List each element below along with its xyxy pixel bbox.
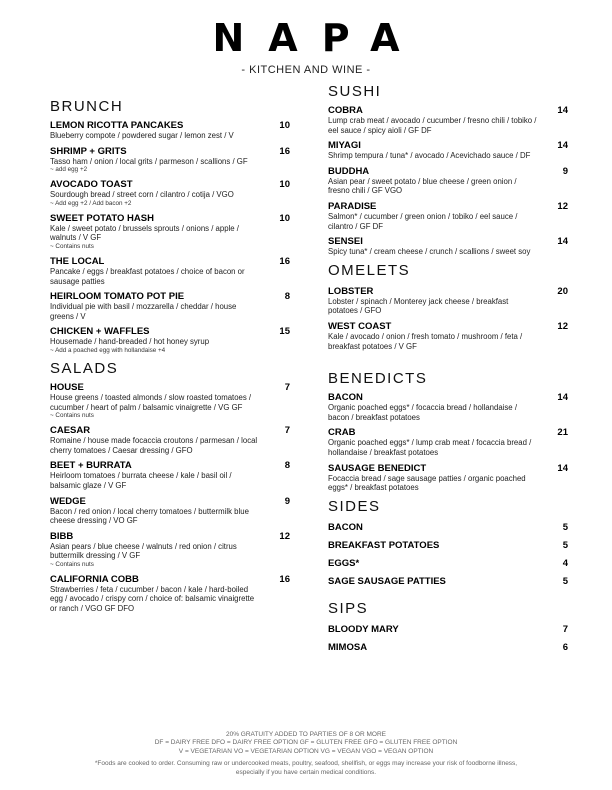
item-description: Housemade / hand-breaded / hot honey syrup: [50, 337, 210, 347]
menu-item-sweet-potato-hash: [50, 213, 290, 251]
menu-item-california-cobb: [50, 574, 290, 614]
menu-item-sausage-benedict: [328, 463, 568, 493]
item-price: 10: [279, 179, 290, 191]
item-description: Organic poached eggs* / lump crab meat / focaccia bread / hollandaise / breakfast potatoes: [328, 438, 532, 457]
item-note: ~ Contains nuts: [50, 560, 94, 568]
section-title-sushi: SUSHI: [328, 83, 382, 100]
menu-item-wedge: [50, 496, 290, 526]
section-title-sides: SIDES: [328, 497, 381, 515]
item-price: 7: [284, 425, 290, 437]
item-price: 21: [557, 427, 568, 439]
item-price: 4: [562, 557, 568, 569]
gratuity-notice: 20% GRATUITY ADDED TO PARTIES OF 8 OR MORE: [225, 731, 386, 738]
item-price: 16: [279, 255, 290, 267]
item-price: 5: [562, 539, 568, 551]
item-description: Sourdough bread / street corn / cilantro / cotija / VGO: [50, 190, 234, 200]
item-name: SHRIMP + GRITS: [50, 145, 127, 157]
item-name: BLOODY MARY: [328, 623, 399, 635]
item-price: 8: [284, 291, 290, 303]
item-price: 14: [557, 462, 568, 474]
item-price: 8: [284, 460, 290, 472]
section-title-salads: SALADS: [50, 359, 119, 377]
item-description: Organic poached eggs* / focaccia bread / hollandaise / bacon / breakfast potatoes: [328, 403, 517, 422]
menu-item-buddha: [328, 166, 568, 196]
item-name: BIBB: [50, 530, 74, 542]
sip-item-mimosa: [328, 642, 568, 653]
section-title-benedicts: BENEDICTS: [328, 370, 428, 388]
food-safety-disclaimer-line-1: *Foods are cooked to order. Consuming raw or undercooked meats, poultry, seafood, shellfish, or eggs may increase your risk of foodborne illness,: [94, 760, 518, 768]
item-price: 12: [279, 530, 290, 542]
item-description: Heirloom tomatoes / burrata cheese / kale / basil oil / balsamic glaze / V GF: [50, 471, 232, 490]
menu-item-crab-benedict: [328, 427, 568, 457]
item-note: ~ Add a poached egg with hollandaise +4: [50, 346, 166, 354]
item-description: Pancake / eggs / breakfast potatoes / choice of bacon or sausage patties: [50, 266, 245, 286]
menu-item-bacon-benedict: [328, 392, 568, 422]
item-name: AVOCADO TOAST: [50, 179, 133, 191]
menu-item-west-coast-omelet: [328, 321, 568, 351]
item-name: SWEET POTATO HASH: [50, 212, 154, 224]
item-description: Blueberry compote / powdered sugar / lemon zest / V: [50, 131, 234, 140]
item-name: HEIRLOOM TOMATO POT PIE: [50, 291, 185, 303]
item-description: Salmon* / cucumber / green onion / tobiko / eel sauce / cilantro / GF DF: [328, 211, 518, 231]
item-price: 5: [562, 521, 568, 533]
item-price: 14: [557, 392, 568, 404]
menu-item-caesar: [50, 425, 290, 455]
menu-item-the-local: [50, 256, 290, 286]
item-price: 7: [284, 381, 290, 393]
item-description: Asian pear / sweet potato / blue cheese / green onion / fresno chili / GF VGO: [328, 176, 517, 196]
item-description: Kale / avocado / onion / fresh tomato / mushroom / feta / breakfast potatoes / V GF: [328, 331, 523, 351]
item-price: 20: [557, 285, 568, 297]
item-description: Focaccia bread / sage sausage patties / organic poached eggs* / breakfast potatoes: [328, 473, 526, 493]
item-name: BEET + BURRATA: [50, 460, 132, 472]
item-name: CAESAR: [50, 425, 91, 437]
item-name: WEST COAST: [328, 320, 392, 332]
dietary-legend-line-2: V = VEGETARIAN VO = VEGETARIAN OPTION VG = VEGAN VGO = VEGAN OPTION: [178, 747, 434, 755]
item-description: Romaine / house made focaccia croutons / parmesan / local cherry tomatoes / Caesar dressing / GFO: [50, 436, 258, 455]
item-name: COBRA: [328, 105, 363, 116]
menu-item-paradise: [328, 201, 568, 231]
item-price: 7: [562, 623, 568, 635]
section-title-brunch: BRUNCH: [50, 98, 124, 115]
item-name: BUDDHA: [328, 165, 370, 177]
item-price: 12: [557, 200, 568, 212]
menu-item-bibb: [50, 531, 290, 569]
item-price: 14: [557, 140, 568, 152]
item-price: 15: [279, 326, 290, 338]
item-description: Bacon / red onion / local cherry tomatoes / buttermilk blue cheese dressing / VO GF: [50, 506, 249, 526]
item-description: Asian pears / blue cheese / walnuts / red onion / citrus buttermilk dressing / V GF: [50, 541, 237, 561]
menu-item-avocado-toast: [50, 179, 290, 208]
restaurant-name: NAPA: [212, 16, 424, 60]
item-name: LEMON RICOTTA PANCAKES: [50, 120, 184, 131]
item-name: MIYAGI: [328, 140, 361, 152]
item-description: Individual pie with basil / mozzarella / cheddar / house greens / V: [50, 302, 237, 321]
sip-item-bloody-mary: [328, 624, 568, 635]
item-name: CHICKEN + WAFFLES: [50, 326, 150, 338]
item-description: Lobster / spinach / Monterey jack cheese / breakfast potatoes / GFO: [328, 296, 509, 316]
item-note: ~ Contains nuts: [50, 412, 94, 420]
item-price: 16: [279, 573, 290, 585]
item-name: BREAKFAST POTATOES: [328, 539, 440, 551]
item-price: 12: [557, 320, 568, 332]
item-name: LOBSTER: [328, 285, 374, 297]
side-item-breakfast-potatoes: [328, 540, 568, 551]
section-title-sips: SIPS: [328, 599, 369, 617]
item-description: House greens / toasted almonds / slow roasted tomatoes / cucumber / heart of palm / balsamic vinaigrette / VG GF: [50, 392, 252, 412]
item-name: PARADISE: [328, 200, 377, 212]
menu-item-shrimp-grits: [50, 146, 290, 175]
item-note: ~ add egg +2: [50, 166, 88, 174]
side-item-eggs: [328, 558, 568, 569]
item-name: BACON: [328, 392, 363, 404]
left-column: [50, 98, 290, 619]
item-note: ~ Add egg +2 / Add bacon +2: [50, 199, 132, 207]
item-name: THE LOCAL: [50, 255, 105, 267]
menu-item-house-salad: [50, 382, 290, 420]
menu-item-sensei: [328, 236, 568, 257]
menu-item-lobster-omelet: [328, 286, 568, 316]
menu-item-cobra: [328, 105, 568, 135]
item-description: Tasso ham / onion / local grits / parmeson / scallions / GF: [50, 156, 248, 166]
menu-header: [0, 18, 612, 76]
item-price: 14: [557, 105, 568, 116]
item-price: 10: [279, 120, 290, 131]
item-name: WEDGE: [50, 495, 86, 507]
item-price: 16: [279, 145, 290, 157]
item-name: EGGS*: [328, 557, 360, 569]
menu-item-beet-burrata: [50, 460, 290, 490]
item-description: Strawberries / feta / cucumber / bacon / kale / hard-boiled egg / avocado / crispy corn / choice of: balsamic vinaigrette or ranch / VGO GF DFO: [50, 584, 255, 614]
item-description: Kale / sweet potato / brussels sprouts / onions / apple / walnuts / V GF: [50, 223, 239, 243]
item-description: Spicy tuna* / cream cheese / crunch / scallions / sweet soy: [328, 247, 531, 257]
item-description: Shrimp tempura / tuna* / avocado / Acevichado sauce / DF: [328, 151, 531, 161]
menu-item-miyagi: [328, 140, 568, 161]
food-safety-disclaimer-line-2: especially if you have certain medical conditions.: [235, 768, 377, 776]
item-name: HOUSE: [50, 381, 84, 393]
item-name: CALIFORNIA COBB: [50, 573, 139, 585]
item-price: 6: [562, 641, 568, 653]
item-name: BACON: [328, 521, 363, 533]
side-item-bacon: [328, 522, 568, 533]
menu-item-lemon-ricotta-pancakes: [50, 120, 290, 141]
item-name: SAUSAGE BENEDICT: [328, 462, 427, 474]
item-price: 9: [562, 165, 568, 177]
menu-footer: [0, 731, 612, 777]
item-name: CRAB: [328, 427, 356, 439]
item-note: ~ Contains nuts: [50, 242, 94, 250]
side-item-sage-sausage-patties: [328, 576, 568, 587]
menu-item-chicken-waffles: [50, 326, 290, 355]
section-title-omelets: OMELETS: [328, 261, 411, 279]
menu-item-heirloom-tomato-pot-pie: [50, 291, 290, 321]
item-price: 5: [562, 575, 568, 587]
item-name: MIMOSA: [328, 641, 368, 653]
item-price: 14: [557, 236, 568, 248]
item-name: SAGE SAUSAGE PATTIES: [328, 575, 446, 587]
restaurant-tagline: - KITCHEN AND WINE -: [241, 64, 371, 76]
dietary-legend-line-1: DF = DAIRY FREE DFO = DAIRY FREE OPTION GF = GLUTEN FREE GFO = GLUTEN FREE OPTION: [154, 739, 458, 747]
right-column: [328, 83, 568, 660]
item-price: 10: [279, 212, 290, 224]
item-name: SENSEI: [328, 236, 363, 248]
item-description: Lump crab meat / avocado / cucumber / fresno chili / tobiko / eel sauce / spicy aioli / GF DF: [328, 116, 537, 135]
item-price: 9: [284, 495, 290, 507]
